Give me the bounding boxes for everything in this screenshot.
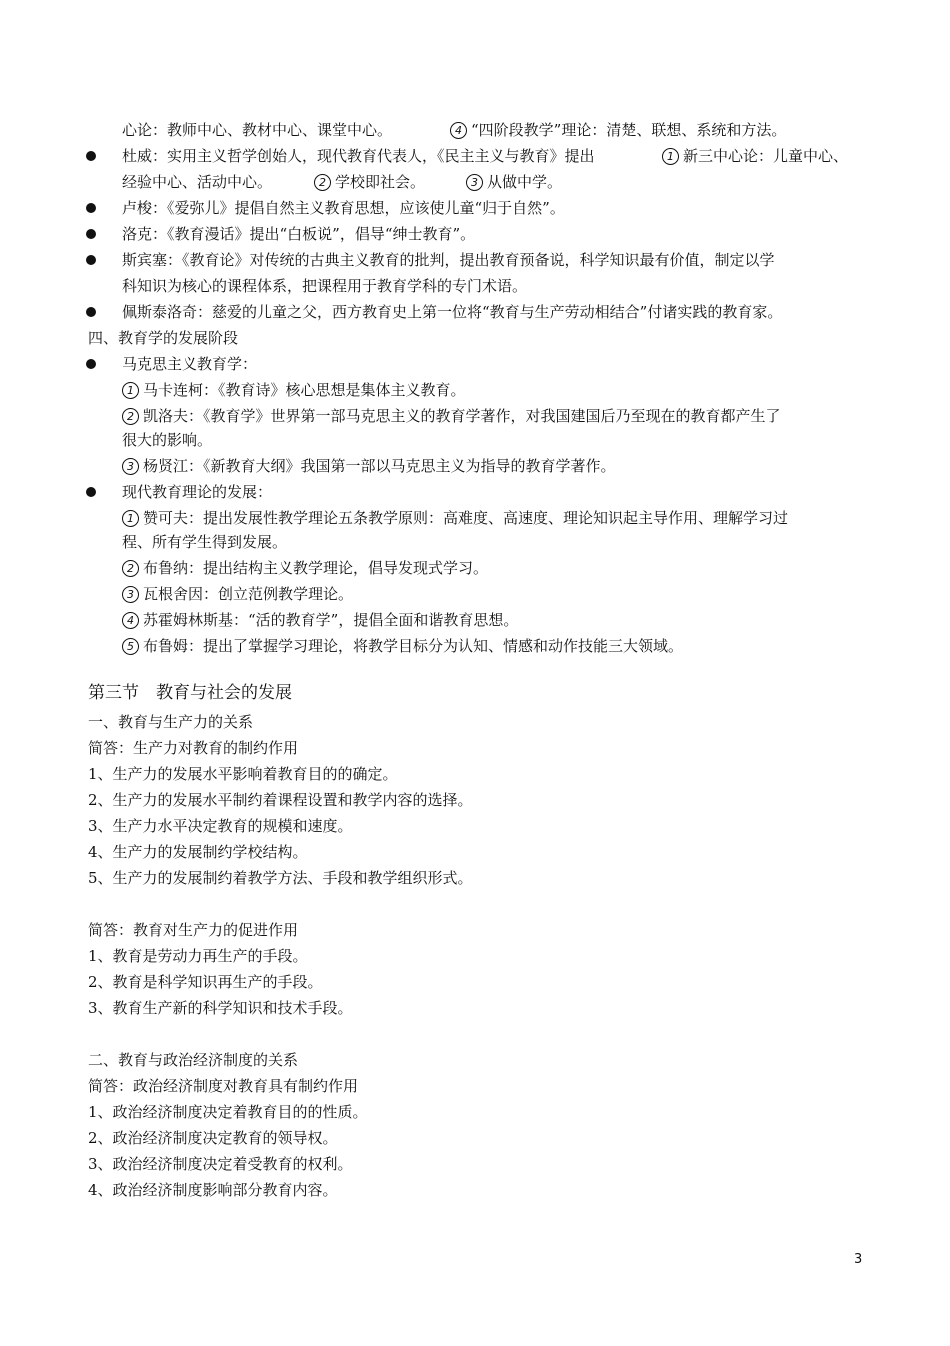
- circled-number: 1: [122, 510, 139, 527]
- circled-number: 4: [122, 612, 139, 629]
- circled-number: 4: [450, 122, 467, 139]
- circled-number: 1: [662, 148, 679, 165]
- circled-number: 2: [314, 174, 331, 191]
- circled-number: 2: [122, 408, 139, 425]
- bullet-icon: [86, 203, 96, 213]
- circled-number: 3: [466, 174, 483, 191]
- circled-number: 5: [122, 638, 139, 655]
- bullet-icon: [86, 255, 96, 265]
- circled-number: 1: [122, 382, 139, 399]
- document-page: 心论：教师中心、教材中心、课堂中心。 4 “四阶段教学”理论：清楚、联想、系统和方法。 杜威：实用主义哲学创始人，现代教育代表人，《民主主义与教育》提出 1 新三中心论：儿童中心、 经验中心、活动中心。 2 学校即社会。 3 从做中学。 卢梭：《爱弥儿》提倡自然主义教育思想，应该使儿童“归于自然”。 洛克：《教育漫话》提出“白板说”，倡导“绅士教育”。 斯宾塞：《教育论》对传统的古典主义教育的批判，提出教育预备说，科学知识最有价值，制定以学 科知识为核心的课程体系，把课程用于教育学科的专门术语。 佩斯泰洛奇：慈爱的儿童之父，西方教育史上第一位将“教育与生产劳动相结合”付诸实践的教育家。 四、教育学的发展阶段 马克思主义教育学： 1 马卡连柯：《教育诗》核心思想是集体主义教育。 2 凯洛夫：《教育学》世界第一部马克思主义的教育学著作，对我国建国后乃至现在的教育都产生了 很大的影响。 3 杨贤江：《新教育大纲》我国第一部以马克思主义为指导的教育学著作。 现代教育理论的发展： 1 赞可夫：提出发展性教学理论五条教学原则：高难度、高速度、理论知识起主导作用、理解学习过 程、所有学生得到发展。 2 布鲁纳：提出结构主义教学理论，倡导发现式学习。 3 瓦根舍因：创立范例教学理论。 4 苏霍姆林斯基：“活的教育学”，提倡全面和谐教育思想。 5 布鲁姆：提出了掌握学习理论，将教学目标分为认知、情感和动作技能三大领域。 第三节 教育与社会的发展 一、教育与生产力的关系 简答：生产力对教育的制约作用 1、生产力的发展水平影响着教育目的的确定。 2、生产力的发展水平制约着课程设置和教学内容的选择。 3、生产力水平决定教育的规模和速度。 4、生产力的发展制约学校结构。 5、生产力的发展制约着教学方法、手段和教学组织形式。 简答：教育对生产力的促进作用 1、教育是劳动力再生产的手段。 2、教育是科学知识再生产的手段。 3、教育生产新的科学知识和技术手段。 二、教育与政治经济制度的关系 简答：政治经济制度对教育具有制约作用 1、政治经济制度决定着教育目的的性质。 2、政治经济制度决定教育的领导权。 3、政治经济制度决定着受教育的权利。 4、政治经济制度影响部分教育内容。 3: [88, 121, 863, 1267]
- bullet-icon: [86, 359, 96, 369]
- bullet-icon: [86, 229, 96, 239]
- page-number: 3: [854, 1252, 863, 1267]
- circled-number: 2: [122, 560, 139, 577]
- circled-number: 3: [122, 458, 139, 475]
- circled-number: 3: [122, 586, 139, 603]
- bullet-icon: [86, 307, 96, 317]
- bullet-icon: [86, 487, 96, 497]
- bullet-icon: [86, 151, 96, 161]
